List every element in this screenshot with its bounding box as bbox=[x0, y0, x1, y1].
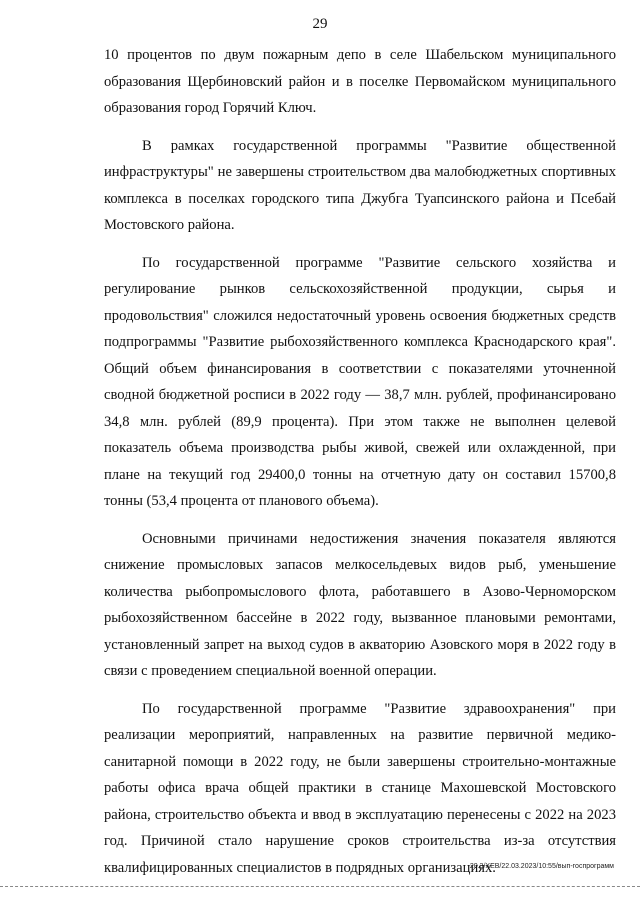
scan-edge-divider bbox=[0, 886, 640, 887]
paragraph-agriculture-program: По государственной программе "Развитие сельского хозяйства и регулирование рынков сельскохозяйственной продукции, сырья и продовольствия" сложился недостаточный уровень освоения бюджетных средств подпрограммы "Развитие рыбохозяйственного комплекса Краснодарского края". Общий объем финансирования в соответствии с показателями уточненной сводной бюджетной росписи в 2022 году — 38,7 млн. рублей, профинансировано 34,8 млн. рублей (89,9 процента). При этом также не выполнен целевой показатель объема производства рыбы живой, свежей или охлажденной, при плане на текущий год 29400,0 тонны на отчетную дату он составил 15700,8 тонны (53,4 процента от планового объема). bbox=[104, 254, 616, 509]
paragraph-reasons: Основными причинами недостижения значения показателя являются снижение промысловых запасов мелкосельдевых видов рыб, уменьшение количества рыбопромыслового флота, работавшего в Азово-Черноморском рыбохозяйственном бассейне в 2022 году, вызванное плановыми ремонтами, установленный запрет на выход судов в акваторию Азовского моря в 2022 году в связи с проведением специальной военной операции. bbox=[104, 530, 616, 679]
footer-stamp: 20.3/ХЕВ/22.03.2023/10:55/вып-госпрограмм bbox=[469, 863, 614, 870]
paragraph-healthcare-program: По государственной программе "Развитие здравоохранения" при реализации мероприятий, направленных на развитие первичной медико-санитарной помощи в 2022 году, не были завершены строительно-монтажные работы офиса врача общей практики в станице Махошевской Мостовского района, строительство объекта и ввод в эксплуатацию перенесены с 2022 на 2023 год. Причиной стало нарушение сроков строительства из-за отсутствия квалифицированных специалистов в подрядных организациях. bbox=[104, 700, 616, 876]
paragraph-infrastructure-program: В рамках государственной программы "Развитие общественной инфраструктуры" не завершены строительством два малобюджетных спортивных комплекса в поселках городского типа Джубга Туапсинского района и Псебай Мостовского района. bbox=[104, 137, 616, 233]
document-body bbox=[104, 42, 616, 892]
paragraph-continuation: 10 процентов по двум пожарным депо в селе Шабельском муниципального образования Щербиновский район и в поселке Первомайском муниципального образования город Горячий Ключ. bbox=[104, 47, 616, 116]
page-number: 29 bbox=[312, 16, 328, 32]
